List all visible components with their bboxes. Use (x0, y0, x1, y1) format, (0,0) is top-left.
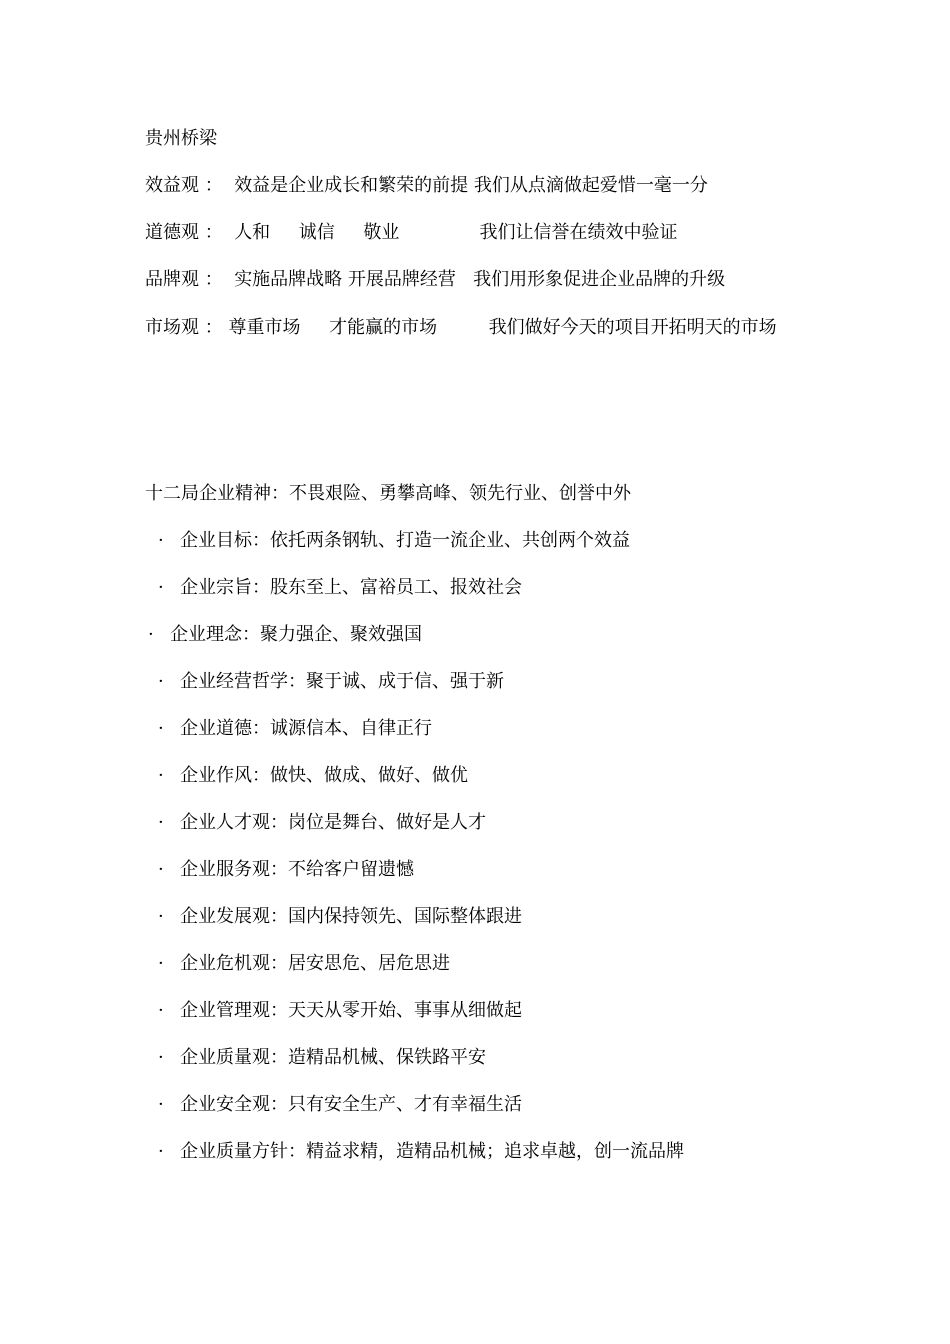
value-label: 道德观 ： (145, 222, 223, 243)
bullet-icon: · (158, 718, 164, 739)
list-item: · 企业宗旨：股东至上、富裕员工、报效社会 (158, 577, 522, 598)
list-item: · 企业作风：做快、做成、做好、做优 (158, 765, 468, 786)
list-item: · 企业理念：聚力强企、聚效强国 (148, 624, 422, 645)
value-text: 人和 诚信 敬业 我们让信誉在绩效中验证 (234, 222, 678, 243)
list-item: · 企业服务观：不给客户留遗憾 (158, 859, 414, 880)
value-line-market (145, 316, 805, 340)
list-item: · 企业人才观：岗位是舞台、做好是人才 (158, 812, 486, 833)
bullet-icon: · (158, 1047, 164, 1068)
value-line-benefit (145, 175, 708, 197)
list-item: · 企业安全观：只有安全生产、才有幸福生活 (158, 1094, 522, 1115)
spirit-line: 十二局企业精神：不畏艰险、勇攀高峰、领先行业、创誉中外 (145, 483, 631, 504)
bullet-icon: · (158, 906, 164, 927)
value-text: 实施品牌战略 开展品牌经营 我们用形象促进企业品牌的升级 (234, 269, 726, 290)
list-item: · 企业道德：诚源信本、自律正行 (158, 718, 432, 739)
list-item: · 企业危机观：居安思危、居危思进 (158, 953, 450, 974)
bullet-icon: · (158, 530, 164, 551)
value-line-brand (145, 269, 725, 291)
value-text: 尊重市场 才能赢的市场 我们做好今天的项目开拓明天的市场 (228, 317, 777, 338)
bullet-icon: · (158, 577, 164, 598)
bullet-icon: · (158, 859, 164, 880)
bullet-icon: · (158, 953, 164, 974)
bullet-icon: · (158, 1000, 164, 1021)
list-item: · 企业经营哲学：聚于诚、成于信、强于新 (158, 671, 504, 692)
bullet-icon: · (158, 671, 164, 692)
list-item: · 企业发展观：国内保持领先、国际整体跟进 (158, 906, 522, 927)
value-label: 效益观 ： (145, 175, 223, 196)
list-item: · 企业管理观：天天从零开始、事事从细做起 (158, 1000, 522, 1021)
value-label: 市场观 ： (145, 317, 223, 338)
bullet-icon: · (158, 765, 164, 786)
document-title: 贵州桥梁 (145, 128, 217, 149)
bullet-icon: · (158, 1094, 164, 1115)
value-text: 效益是企业成长和繁荣的前提 我们从点滴做起爱惜一毫一分 (234, 175, 708, 196)
bullet-icon: · (158, 812, 164, 833)
list-item: · 企业质量方针：精益求精，造精品机械；追求卓越，创一流品牌 (158, 1141, 684, 1162)
list-item: · 企业质量观：造精品机械、保铁路平安 (158, 1047, 486, 1068)
bullet-icon: · (148, 624, 154, 645)
list-item: · 企业目标：依托两条钢轨、打造一流企业、共创两个效益 (158, 530, 630, 551)
value-label: 品牌观 ： (145, 269, 223, 290)
bullet-icon: · (158, 1141, 164, 1162)
value-line-ethics (145, 222, 678, 244)
